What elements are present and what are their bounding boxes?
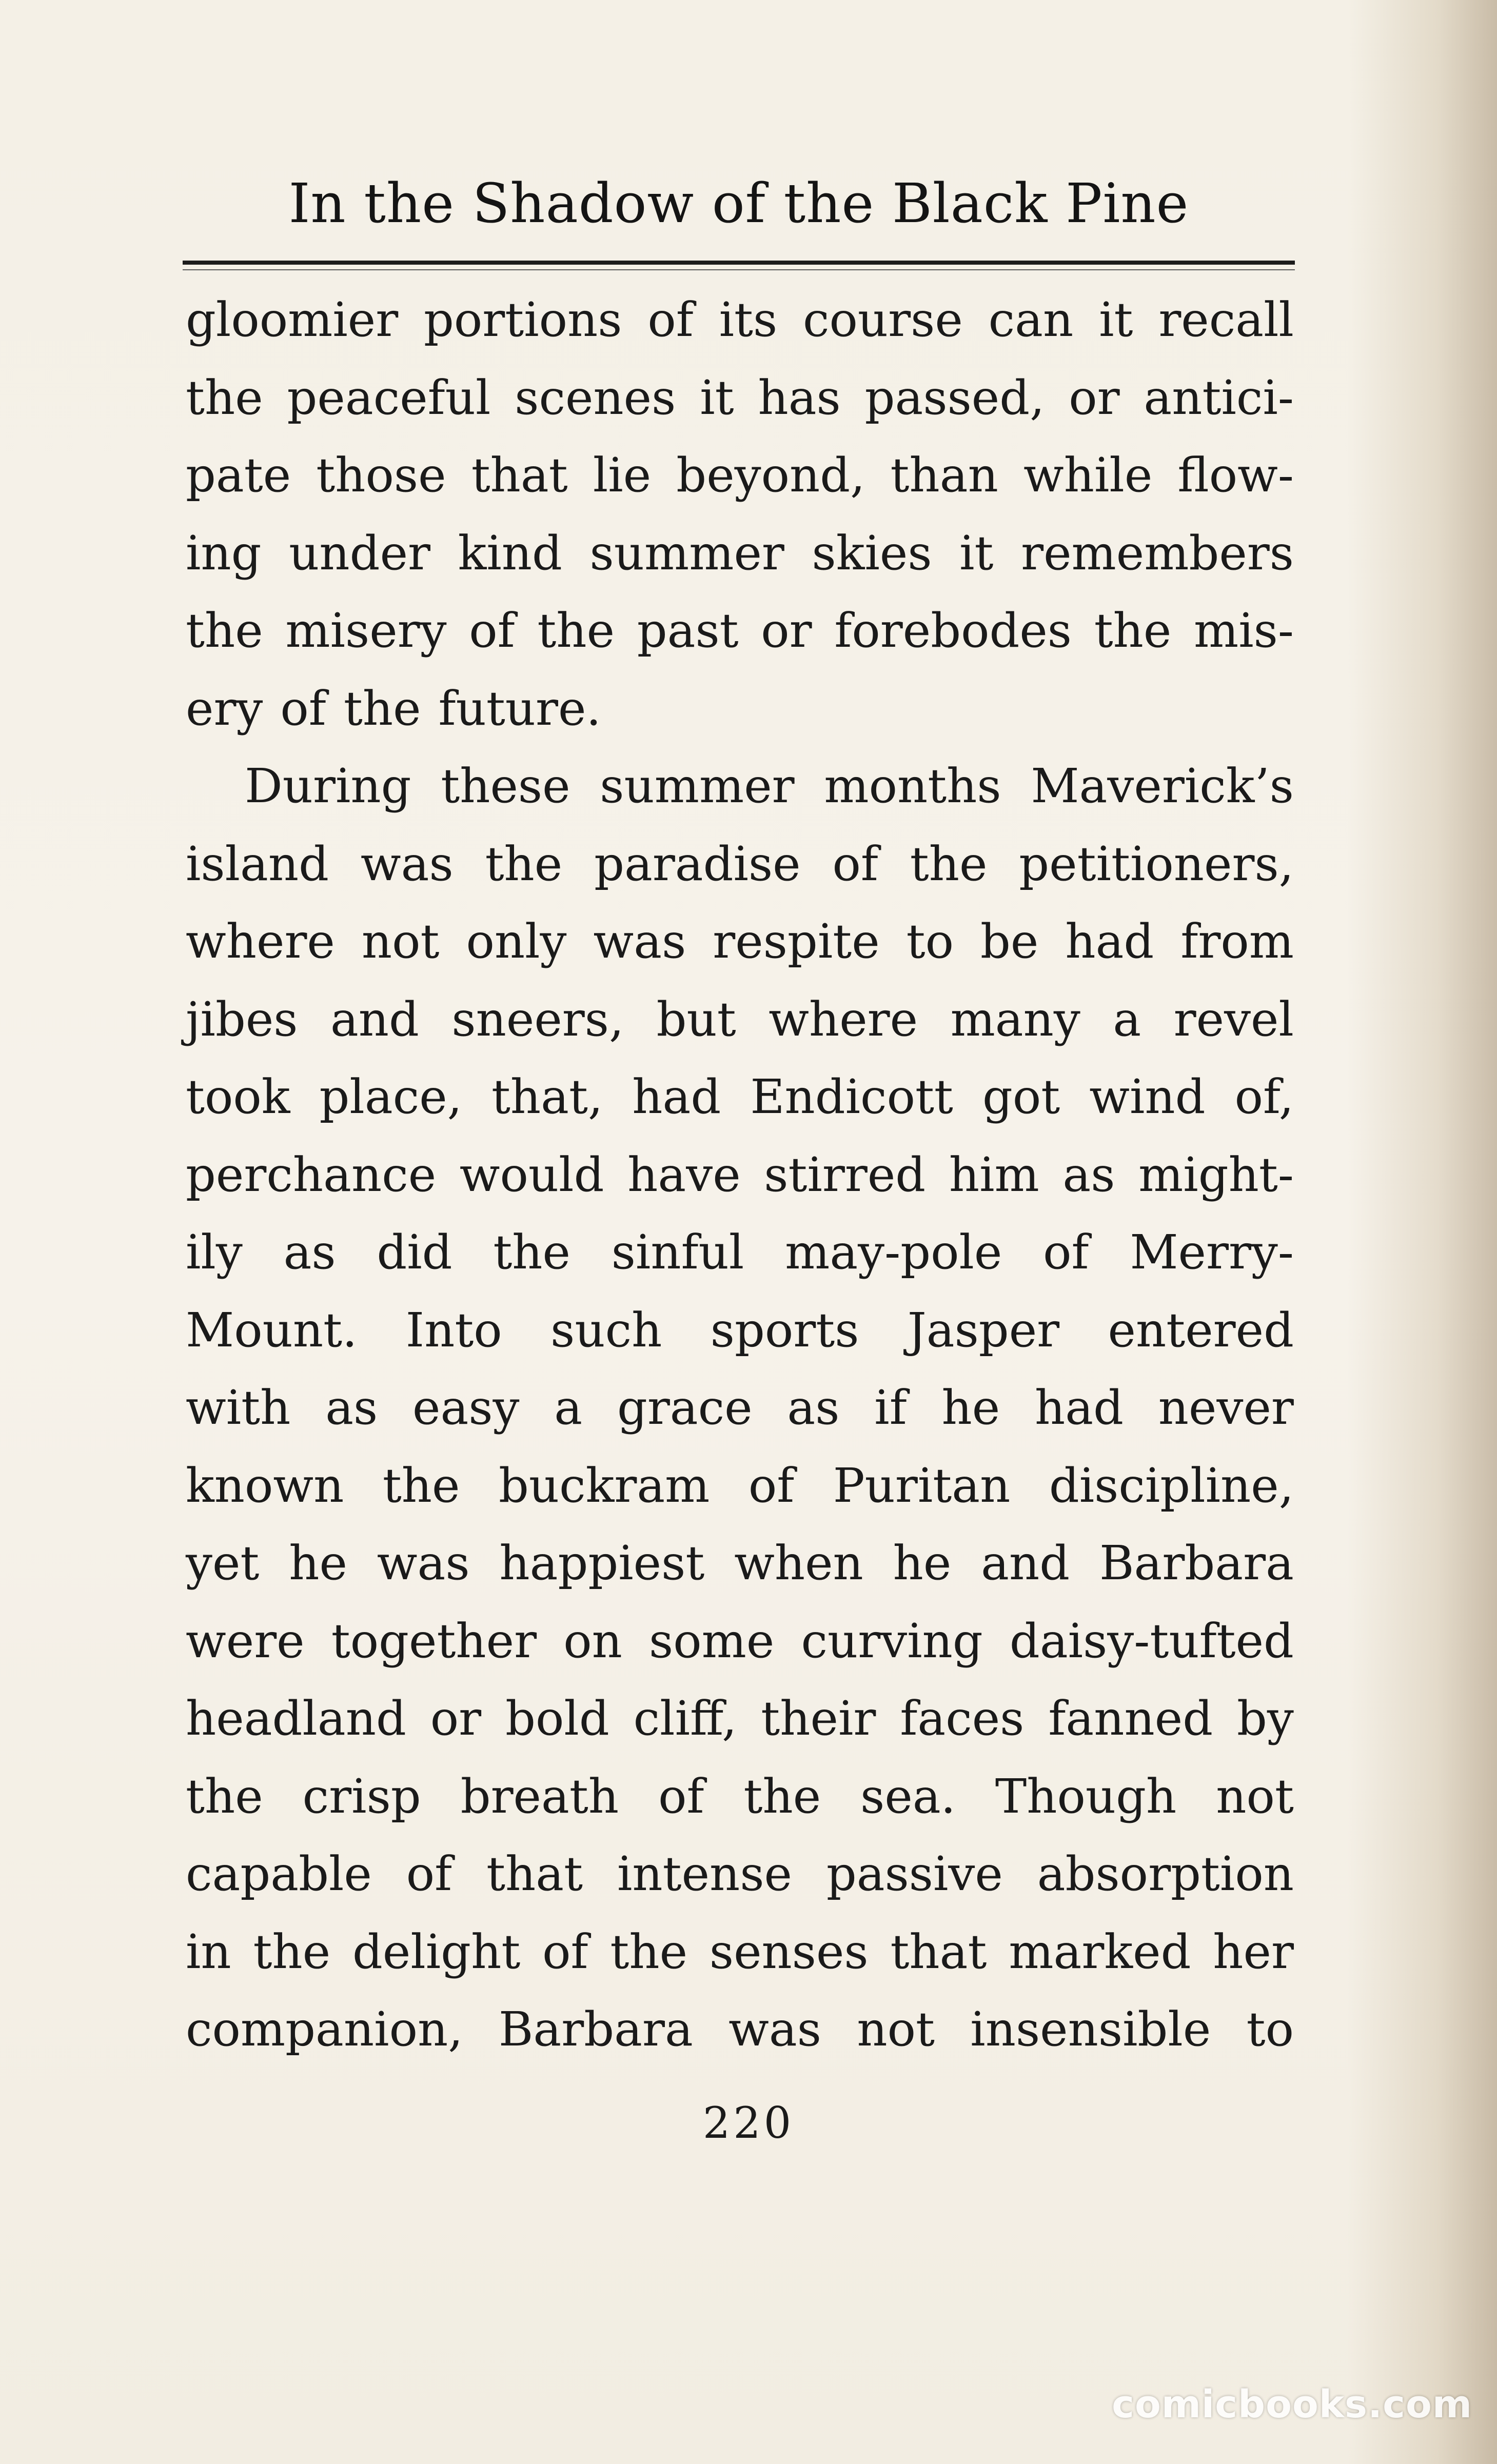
running-head: In the Shadow of the Black Pine [288, 172, 1189, 235]
header-rule [183, 261, 1295, 265]
text-line: island was the paradise of the petitioners, [186, 836, 1294, 891]
text-line: the crisp breath of the sea. Though not [186, 1768, 1294, 1824]
text-line: Mount. Into such sports Jasper entered [186, 1302, 1294, 1358]
text-line: pate those that lie beyond, than while flow- [186, 448, 1294, 503]
text-line: yet he was happiest when he and Barbara [186, 1536, 1294, 1591]
header-rule-thin [183, 269, 1295, 270]
text-line: ily as did the sinful may-pole of Merry- [186, 1225, 1294, 1280]
text-line: jibes and sneers, but where many a revel [186, 991, 1294, 1047]
text-line: headland or bold cliff, their faces fanned by [186, 1691, 1294, 1746]
text-line: gloomier portions of its course can it recall [186, 292, 1294, 348]
text-line: the peaceful scenes it has passed, or antici- [186, 370, 1294, 425]
text-line: took place, that, had Endicott got wind of, [186, 1069, 1294, 1125]
text-line: the misery of the past or forebodes the mis- [186, 603, 1294, 659]
text-line: where not only was respite to be had from [186, 914, 1294, 969]
text-line: ing under kind summer skies it remembers [186, 525, 1294, 581]
text-line: capable of that intense passive absorption [186, 1846, 1294, 1902]
text-line: with as easy a grace as if he had never [186, 1380, 1294, 1436]
watermark: comicbooks.com [1112, 2382, 1472, 2427]
body-text [186, 281, 1294, 2069]
text-line: companion, Barbara was not insensible to [186, 2002, 1294, 2057]
text-line: ery of the future. [186, 681, 601, 736]
text-line: were together on some curving daisy-tufted [186, 1613, 1294, 1668]
text-line: in the delight of the senses that marked her [186, 1924, 1294, 1979]
text-line: perchance would have stirred him as might- [186, 1147, 1294, 1202]
text-line: During these summer months Maverick’s [245, 759, 1294, 814]
text-line: known the buckram of Puritan discipline, [186, 1458, 1294, 1513]
page-number: 220 [702, 2098, 795, 2148]
